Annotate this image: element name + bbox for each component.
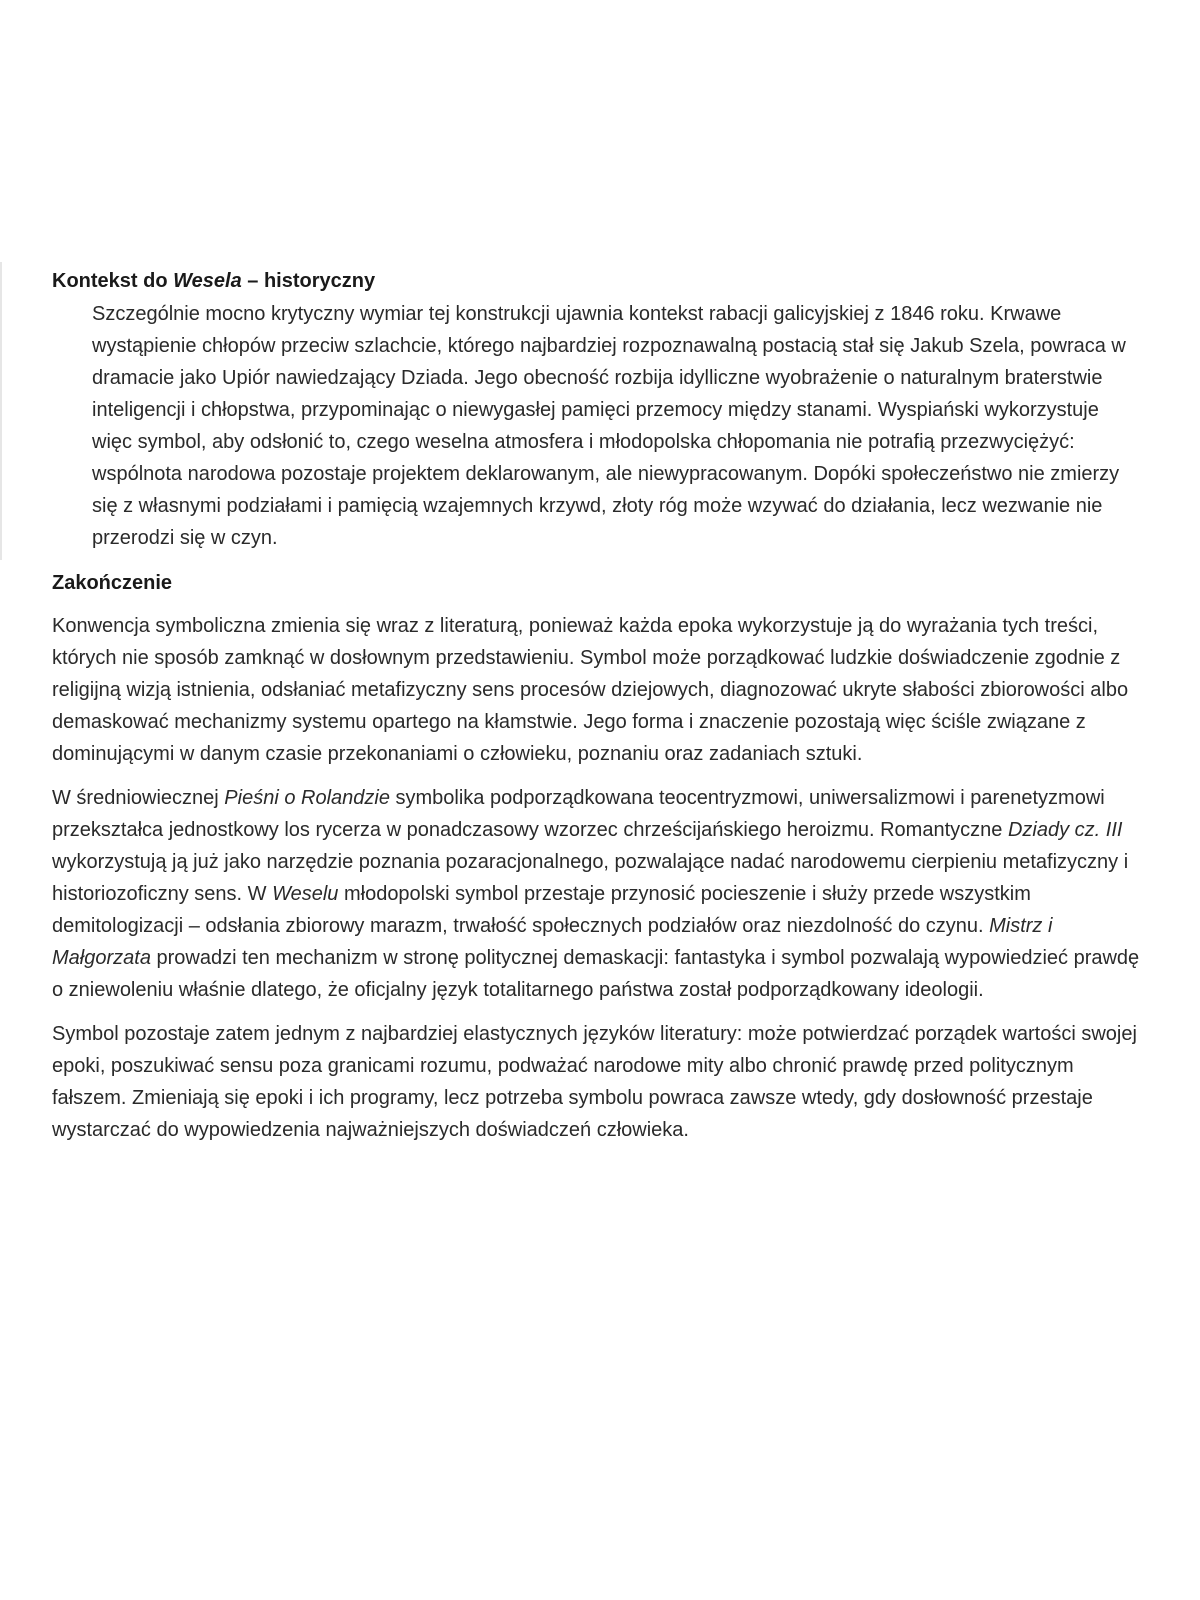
heading-text-pre: Kontekst do (52, 270, 174, 292)
conclusion-paragraph-2 (0, 782, 1200, 1006)
conclusion-paragraph-1: Konwencja symboliczna zmienia się wraz z literaturą, ponieważ każda epoka wykorzystuje ją do wyrażania tych treści, których nie sposób zamknąć w dosłownym przedstawieniu. Symbol może porządkować ludzkie doświadczenie zgodnie z religijną wizją istnienia, odsłaniać metafizyczny sens procesów dziejowych, diagnozować ukryte słabości zbiorowości albo demaskować mechanizmy systemu opartego na kłamstwie. Jego forma i znaczenie pozostają więc ściśle związane z dominującymi w danym czasie przekonaniami o człowieku, poznaniu oraz zadaniach sztuki. (52, 615, 1129, 765)
title-mistrz-i-malgorzata: Mistrz i Małgorzata (52, 915, 1053, 969)
conclusion-paragraph-3: Symbol pozostaje zatem jednym z najbardziej elastycznych języków literatury: może potwierdzać porządek wartości swojej epoki, poszukiwać sensu poza granicami rozumu, podważać narodowe mity albo chronić prawdę przed politycznym fałszem. Zmieniają się epoki i ich programy, lecz potrzeba symbolu powraca zawsze wtedy, gdy dosłowność przestaje wystarczać do wypowiedzenia najważniejszych doświadczeń człowieka. (52, 1023, 1137, 1141)
paragraph-text: młodopolski symbol przestaje przynosić pocieszenie i służy przede wszystkim demitologizacji – odsłania zbiorowy marazm, trwałość społecznych podziałów oraz niezdolność do czynu. (52, 883, 1031, 937)
heading-text-post: – historyczny (241, 270, 376, 292)
section-heading-historical-context (0, 268, 1200, 294)
heading-text-italic: Wesela (173, 270, 242, 292)
document-body (0, 268, 1200, 1146)
paragraph-text: wykorzystują ją już jako narzędzie poznania pozaracjonalnego, pozwalające nadać narodowemu cierpieniu metafizyczny i historiozoficzny sens. W (52, 851, 1129, 905)
section-heading-conclusion: Zakończenie (52, 572, 173, 594)
title-piesn-o-rolandzie: Pieśni o Rolandzie (224, 787, 390, 809)
paragraph-text: prowadzi ten mechanizm w stronę politycznej demaskacji: fantastyka i symbol pozwalają wypowiedzieć prawdę o zniewoleniu właśnie dlatego, że oficjalny język totalitarnego państwa został podporządkowany ideologii. (52, 947, 1140, 1001)
paragraph-text: symbolika podporządkowana teocentryzmowi, uniwersalizmowi i parenetyzmowi przekształca jednostkowy los rycerza w ponadczasowy wzorzec chrześcijańskiego heroizmu. Romantyczne (52, 787, 1105, 841)
title-dziady: Dziady cz. III (1007, 819, 1123, 841)
title-wesele: Weselu (272, 883, 339, 905)
historical-context-paragraph: Szczególnie mocno krytyczny wymiar tej konstrukcji ujawnia kontekst rabacji galicyjskiej z 1846 roku. Krwawe wystąpienie chłopów przeciw szlachcie, którego najbardziej rozpoznawalną postacią stał się Jakub Szela, powraca w dramacie jako Upiór nawiedzający Dziada. Jego obecność rozbija idylliczne wyobrażenie o naturalnym braterstwie inteligencji i chłopstwa, przypominając o niewygasłej pamięci przemocy między stanami. Wyspiański wykorzystuje więc symbol, aby odsłonić to, czego weselna atmosfera i młodopolska chłopomania nie potrafią przezwyciężyć: wspólnota narodowa pozostaje projektem deklarowanym, ale niewypracowanym. Dopóki społeczeństwo nie zmierzy się z własnymi podziałami i pamięcią wzajemnych krzywd, złoty róg może wzywać do działania, lecz wezwanie nie przerodzi się w czyn. (92, 303, 1126, 549)
paragraph-text: W średniowiecznej (52, 787, 225, 809)
